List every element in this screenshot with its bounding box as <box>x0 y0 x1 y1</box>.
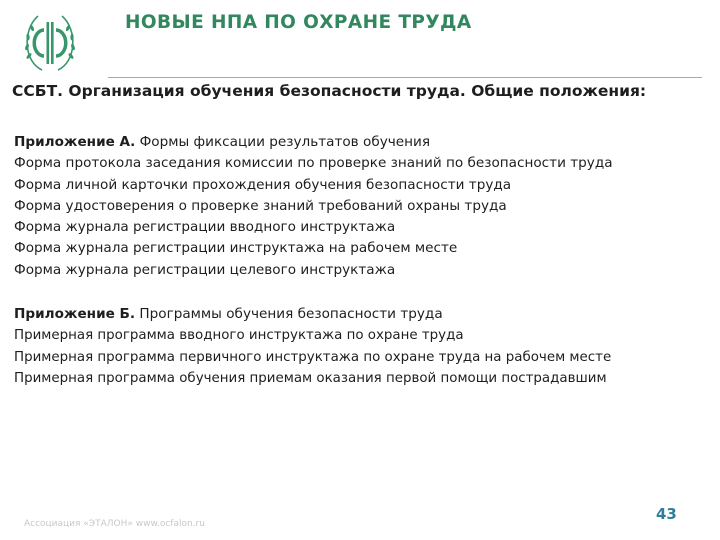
list-item: Форма журнала регистрации целевого инструктажа <box>14 261 396 278</box>
appendix-a-heading <box>14 132 714 153</box>
list-item: Форма личной карточки прохождения обучения безопасности труда <box>14 176 512 193</box>
list-item: Примерная программа обучения приемам оказания первой помощи пострадавшим <box>14 370 607 386</box>
slide-subtitle: ССБТ. Организация обучения безопасности труда. Общие положения: <box>12 82 647 100</box>
appendix-b-heading <box>14 304 714 325</box>
list-item: Форма удостоверения о проверке знаний требований охраны труда <box>14 197 507 214</box>
page-title: НОВЫЕ НПА ПО ОХРАНЕ ТРУДА <box>125 12 472 33</box>
appendix-a-title: Формы фиксации результатов обучения <box>139 134 431 150</box>
wreath-logo-icon <box>22 10 78 76</box>
appendix-b-title: Программы обучения безопасности труда <box>139 306 443 322</box>
page-number: 43 <box>656 505 677 523</box>
appendix-a-list <box>14 153 714 281</box>
list-item: Примерная программа первичного инструктажа по охране труда на рабочем месте <box>14 349 612 365</box>
appendix-a-label: Приложение А. <box>14 134 136 150</box>
list-item: Форма журнала регистрации вводного инструктажа <box>14 219 396 236</box>
appendix-b-list <box>14 325 714 389</box>
appendix-a-section <box>14 132 714 281</box>
appendix-b-label: Приложение Б. <box>14 306 136 322</box>
list-item: Форма журнала регистрации инструктажа на рабочем месте <box>14 240 458 257</box>
list-item: Форма протокола заседания комиссии по проверке знаний по безопасности труда <box>14 155 613 172</box>
list-item: Примерная программа вводного инструктажа по охране труда <box>14 328 464 344</box>
appendix-b-section <box>14 304 714 389</box>
title-divider <box>108 77 702 78</box>
footer-organization: Ассоциация «ЭТАЛОН» www.ocfalon.ru <box>24 519 205 529</box>
